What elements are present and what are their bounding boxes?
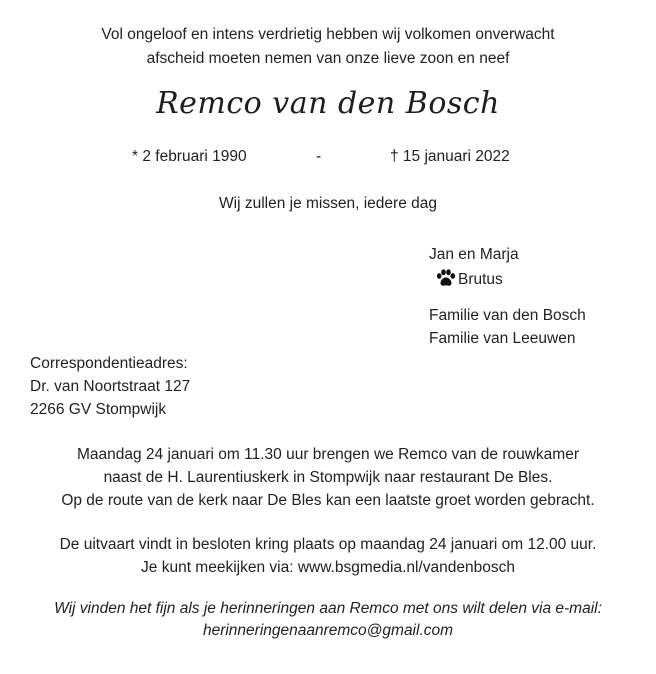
birth-date: * 2 februari 1990 — [132, 148, 247, 165]
deceased-name: Remco van den Bosch — [156, 86, 500, 121]
paw-icon — [436, 269, 456, 287]
intro-line-1: Vol ongeloof en intens verdrietig hebben wij volkomen onverwacht — [101, 26, 555, 43]
date-separator: - — [316, 148, 322, 165]
correspondence-label: Correspondentieadres: — [30, 355, 188, 372]
ceremony-line-3: Op de route van de kerk naar De Bles kan een laatste groet worden gebracht. — [61, 492, 595, 509]
family-pet — [436, 269, 503, 289]
motto: Wij zullen je missen, iedere dag — [219, 195, 437, 212]
correspondence-city: 2266 GV Stompwijk — [30, 401, 167, 418]
intro-line-2: afscheid moeten nemen van onze lieve zoon en neef — [146, 50, 510, 67]
pet-name: Brutus — [458, 271, 503, 288]
ceremony-line-1: Maandag 24 januari om 11.30 uur brengen we Remco van de rouwkamer — [76, 446, 580, 463]
ceremony-line-2: naast de H. Laurentiuskerk in Stompwijk naar restaurant De Bles. — [103, 469, 553, 486]
family-line-1: Familie van den Bosch — [429, 307, 586, 324]
family-line-2: Familie van Leeuwen — [429, 330, 576, 347]
funeral-line-2: Je kunt meekijken via: www.bsgmedia.nl/vandenbosch — [141, 559, 515, 576]
closing-email: herinneringenaanremco@gmail.com — [202, 622, 454, 639]
family-parents: Jan en Marja — [429, 246, 519, 263]
death-date: † 15 januari 2022 — [390, 148, 510, 165]
correspondence-street: Dr. van Noortstraat 127 — [30, 378, 191, 395]
funeral-line-1: De uitvaart vindt in besloten kring plaats op maandag 24 januari om 12.00 uur. — [59, 536, 597, 553]
closing-line-1: Wij vinden het fijn als je herinneringen aan Remco met ons wilt delen via e-mail: — [54, 600, 602, 617]
